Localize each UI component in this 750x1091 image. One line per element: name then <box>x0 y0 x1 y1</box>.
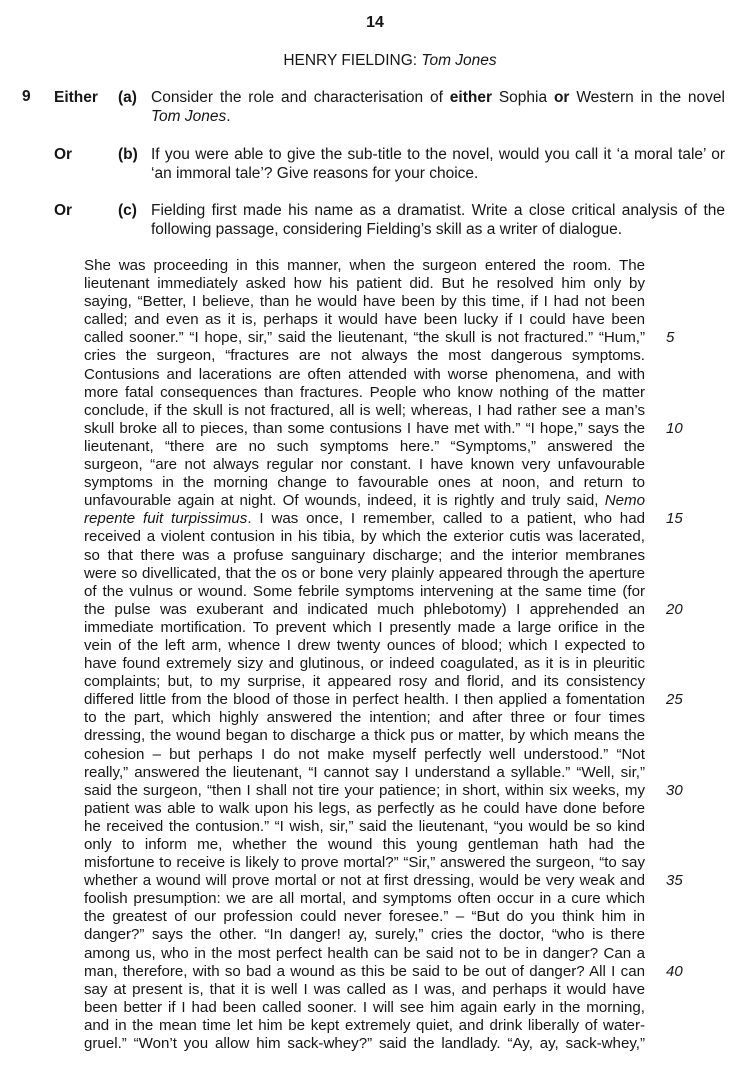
passage-line-text: symptoms in the morning change to favourable ones at noon, and return to <box>84 474 645 492</box>
passage-line <box>84 402 645 420</box>
part-label-b: (b) <box>118 146 138 163</box>
passage-line-text: complaints; but, to my surprise, it appeared rosy and florid, and its consistency <box>84 673 645 691</box>
passage-line-text: the pulse was exuberant and indicated much phlebotomy) I apprehended an <box>84 600 645 618</box>
passage-line <box>84 384 645 402</box>
passage-line <box>84 366 645 384</box>
passage-line-text: and in the mean time let him be kept extremely quiet, and drink liberally of water- <box>84 1016 645 1034</box>
passage-line-text: to the part, which highly answered the intention; and after three or four times <box>84 709 645 727</box>
passage-line <box>84 547 645 565</box>
passage-line-text: misfortune to receive is likely to prove mortal?” “Sir,” answered the surgeon, “to say <box>84 854 645 872</box>
passage-line <box>84 709 645 727</box>
passage-line <box>84 329 675 347</box>
passage-line-text: gruel.” “Won’t you allow him sack-whey?” said the landlady. “Ay, ay, sack-whey,” <box>84 1035 645 1053</box>
passage-line-text: skull broke all to pieces, than some contusions I have met with.” “I hope,” says the <box>84 419 645 437</box>
passage-line-text: have found extremely sizy and glutinous, or indeed coagulated, as it is in pleuritic <box>84 655 645 673</box>
passage-line-text: conclude, if the skull is not fractured, all is well; whereas, I had rather see a man’s <box>84 401 645 419</box>
passage-line <box>84 926 645 944</box>
passage-line-text: only to inform me, whether the wound this young gentleman hath had the <box>84 836 645 853</box>
passage-line <box>84 655 645 673</box>
passage-line <box>84 419 683 438</box>
passage-line <box>84 600 683 619</box>
passage-line-text: dressing, the wound began to discharge a thick pus or matter, by which means the <box>84 727 645 745</box>
question-number: 9 <box>22 88 31 105</box>
line-number: 15 <box>666 510 683 528</box>
passage-line <box>84 890 645 908</box>
passage-line-text: among us, who in the most perfect health can be said not to be in danger? Can a <box>84 944 645 962</box>
line-number: 10 <box>666 419 683 437</box>
passage-line <box>84 528 645 546</box>
passage-line <box>84 945 645 963</box>
line-number: 35 <box>666 872 683 890</box>
passage-line <box>84 438 645 456</box>
passage-line-text: danger?” says the other. “In danger! ay, surely,” cries the doctor, “who is there <box>84 926 645 944</box>
passage-line <box>84 854 645 872</box>
passage-line-text: She was proceeding in this manner, when the surgeon entered the room. The <box>84 257 645 274</box>
passage-line <box>84 818 645 836</box>
passage-line <box>84 474 645 492</box>
part-b-text: If you were able to give the sub-title to the novel, would you call it ‘a moral tale’ or ‘an immoral tale’? Give reasons for your choice. <box>151 146 725 182</box>
passage-line <box>84 565 645 583</box>
passage-line-text: saying, “Better, I believe, than he would have been by this time, if I had not been <box>84 293 645 311</box>
passage-line <box>84 311 645 329</box>
passage-line-text: really,” answered the lieutenant, “I cannot say I understand a syllable.” “Well, sir,” <box>84 763 645 781</box>
part-c-text: Fielding first made his name as a dramatist. Write a close critical analysis of the following passage, considering Fielding’s skill as a writer of dialogue. <box>151 202 725 238</box>
passage-line-text: foolish presumption: we are all mortal, and symptoms often occur in a cure which <box>84 890 645 908</box>
passage-line <box>84 673 645 691</box>
passage-line-text: were so divellicated, that the os or bone very plainly appeared through the aperture <box>84 564 645 582</box>
passage-line-text: the greatest of our profession could never foresee.” – “But do you think him in <box>84 908 645 926</box>
passage-line <box>84 510 683 528</box>
passage-line-text: he received the contusion.” “I wish, sir,” said the lieutenant, “you would be so kind <box>84 817 645 835</box>
part-label-c: (c) <box>118 202 137 219</box>
passage-line-text: been better if I had been called sooner. I will see him again early in the morning, <box>84 998 645 1016</box>
passage-line-text: immediate mortification. To prevent which I presently made a large orifice in the <box>84 618 645 636</box>
passage-line <box>84 800 645 818</box>
passage-line <box>84 981 645 999</box>
passage-line <box>84 908 645 926</box>
passage-line <box>84 836 645 854</box>
passage-line-text: whether a wound will prove mortal or not at first dressing, would be very weak and <box>84 872 645 890</box>
passage-line <box>84 1035 645 1053</box>
passage-line <box>84 999 645 1017</box>
passage-line-text: surgeon, “are not always regular nor constant. I have known very unfavourable <box>84 456 645 474</box>
passage-line-text: lieutenant immediately asked how his patient did. But he resolved him only by <box>84 275 645 293</box>
passage-line-text: man, therefore, with so bad a wound as this be said to be out of danger? All I can <box>84 962 645 980</box>
line-number: 5 <box>666 329 675 347</box>
passage-line-text: of the vulnus or wound. Some febrile symptoms intervening at the same time (for <box>84 582 645 600</box>
passage-line-text: more fatal consequences than fractures. People who know nothing of the matter <box>84 383 645 401</box>
passage-line-text: lieutenant, “there are no such symptoms here.” “Symptoms,” answered the <box>84 437 645 455</box>
author-name: HENRY FIELDING: <box>283 52 418 69</box>
passage-line <box>84 691 683 709</box>
passage-line-text: called sooner.” “I hope, sir,” said the lieutenant, “the skull is not fractured.” “Hum,” <box>84 329 645 347</box>
line-number: 30 <box>666 781 683 799</box>
passage-line <box>84 746 645 764</box>
passage-line-text: Contusions and lacerations are often attended with worse phenomena, and with <box>84 365 645 383</box>
passage-line-text: cries the surgeon, “fractures are not always the most dangerous symptoms. <box>84 347 645 365</box>
line-number: 20 <box>666 600 683 618</box>
passage-line <box>84 492 645 510</box>
passage-line <box>84 619 645 637</box>
passage-line-text: said the surgeon, “then I shall not tire your patience; in short, within six weeks, my <box>84 781 645 799</box>
passage-line <box>84 872 683 890</box>
passage-line <box>84 456 645 474</box>
novel-title: Tom Jones <box>421 52 497 69</box>
passage-line <box>84 764 645 782</box>
passage-line <box>84 275 645 293</box>
passage-line-text: unfavourable again at night. Of wounds, indeed, it is rightly and truly said, Nemo <box>84 492 645 510</box>
passage-line-text: so that there was a profuse sanguinary discharge; and the interior membranes <box>84 546 645 564</box>
passage-line-text: received a violent contusion in his tibia, by which the exterior cutis was lacerated, <box>84 528 645 546</box>
passage-line <box>84 1017 645 1035</box>
line-number: 40 <box>666 962 683 980</box>
passage-line <box>84 781 683 800</box>
passage-line <box>84 727 645 745</box>
passage-line-text: called; and even as it is, perhaps it would have been lucky if I could have been <box>84 311 645 329</box>
passage-line <box>84 962 683 981</box>
passage-line-text: vein of the left arm, whence I drew twenty ounces of blood; which I expected to <box>84 636 645 654</box>
extract-passage <box>84 257 704 1053</box>
passage-line <box>84 583 645 601</box>
passage-line-text: patient was able to walk upon his legs, as perfectly as he could have done before <box>84 799 645 817</box>
part-a-text: Consider the role and characterisation of either Sophia or Western in the novel Tom Jones. <box>151 89 725 125</box>
passage-line <box>84 293 645 311</box>
page-number: 14 <box>366 14 384 31</box>
passage-line-text: differed little from the blood of those in perfect health. I then applied a fomentation <box>84 691 645 709</box>
passage-line-text: cohesion – but perhaps I do not make myself perfectly well understood.” “Not <box>84 745 645 763</box>
passage-line <box>84 637 645 655</box>
line-number: 25 <box>666 691 683 709</box>
passage-line <box>84 257 645 275</box>
either-label: Either <box>54 89 98 106</box>
passage-line-text: say at present is, that it is well I was called as I was, and perhaps it would have <box>84 980 645 998</box>
or-label: Or <box>54 146 73 163</box>
passage-line-text: repente fuit turpissimus. I was once, I remember, called to a patient, who had <box>84 510 645 528</box>
passage-line <box>84 347 645 365</box>
part-label-a: (a) <box>118 89 137 106</box>
or-label: Or <box>54 202 73 219</box>
section-title <box>0 52 750 70</box>
